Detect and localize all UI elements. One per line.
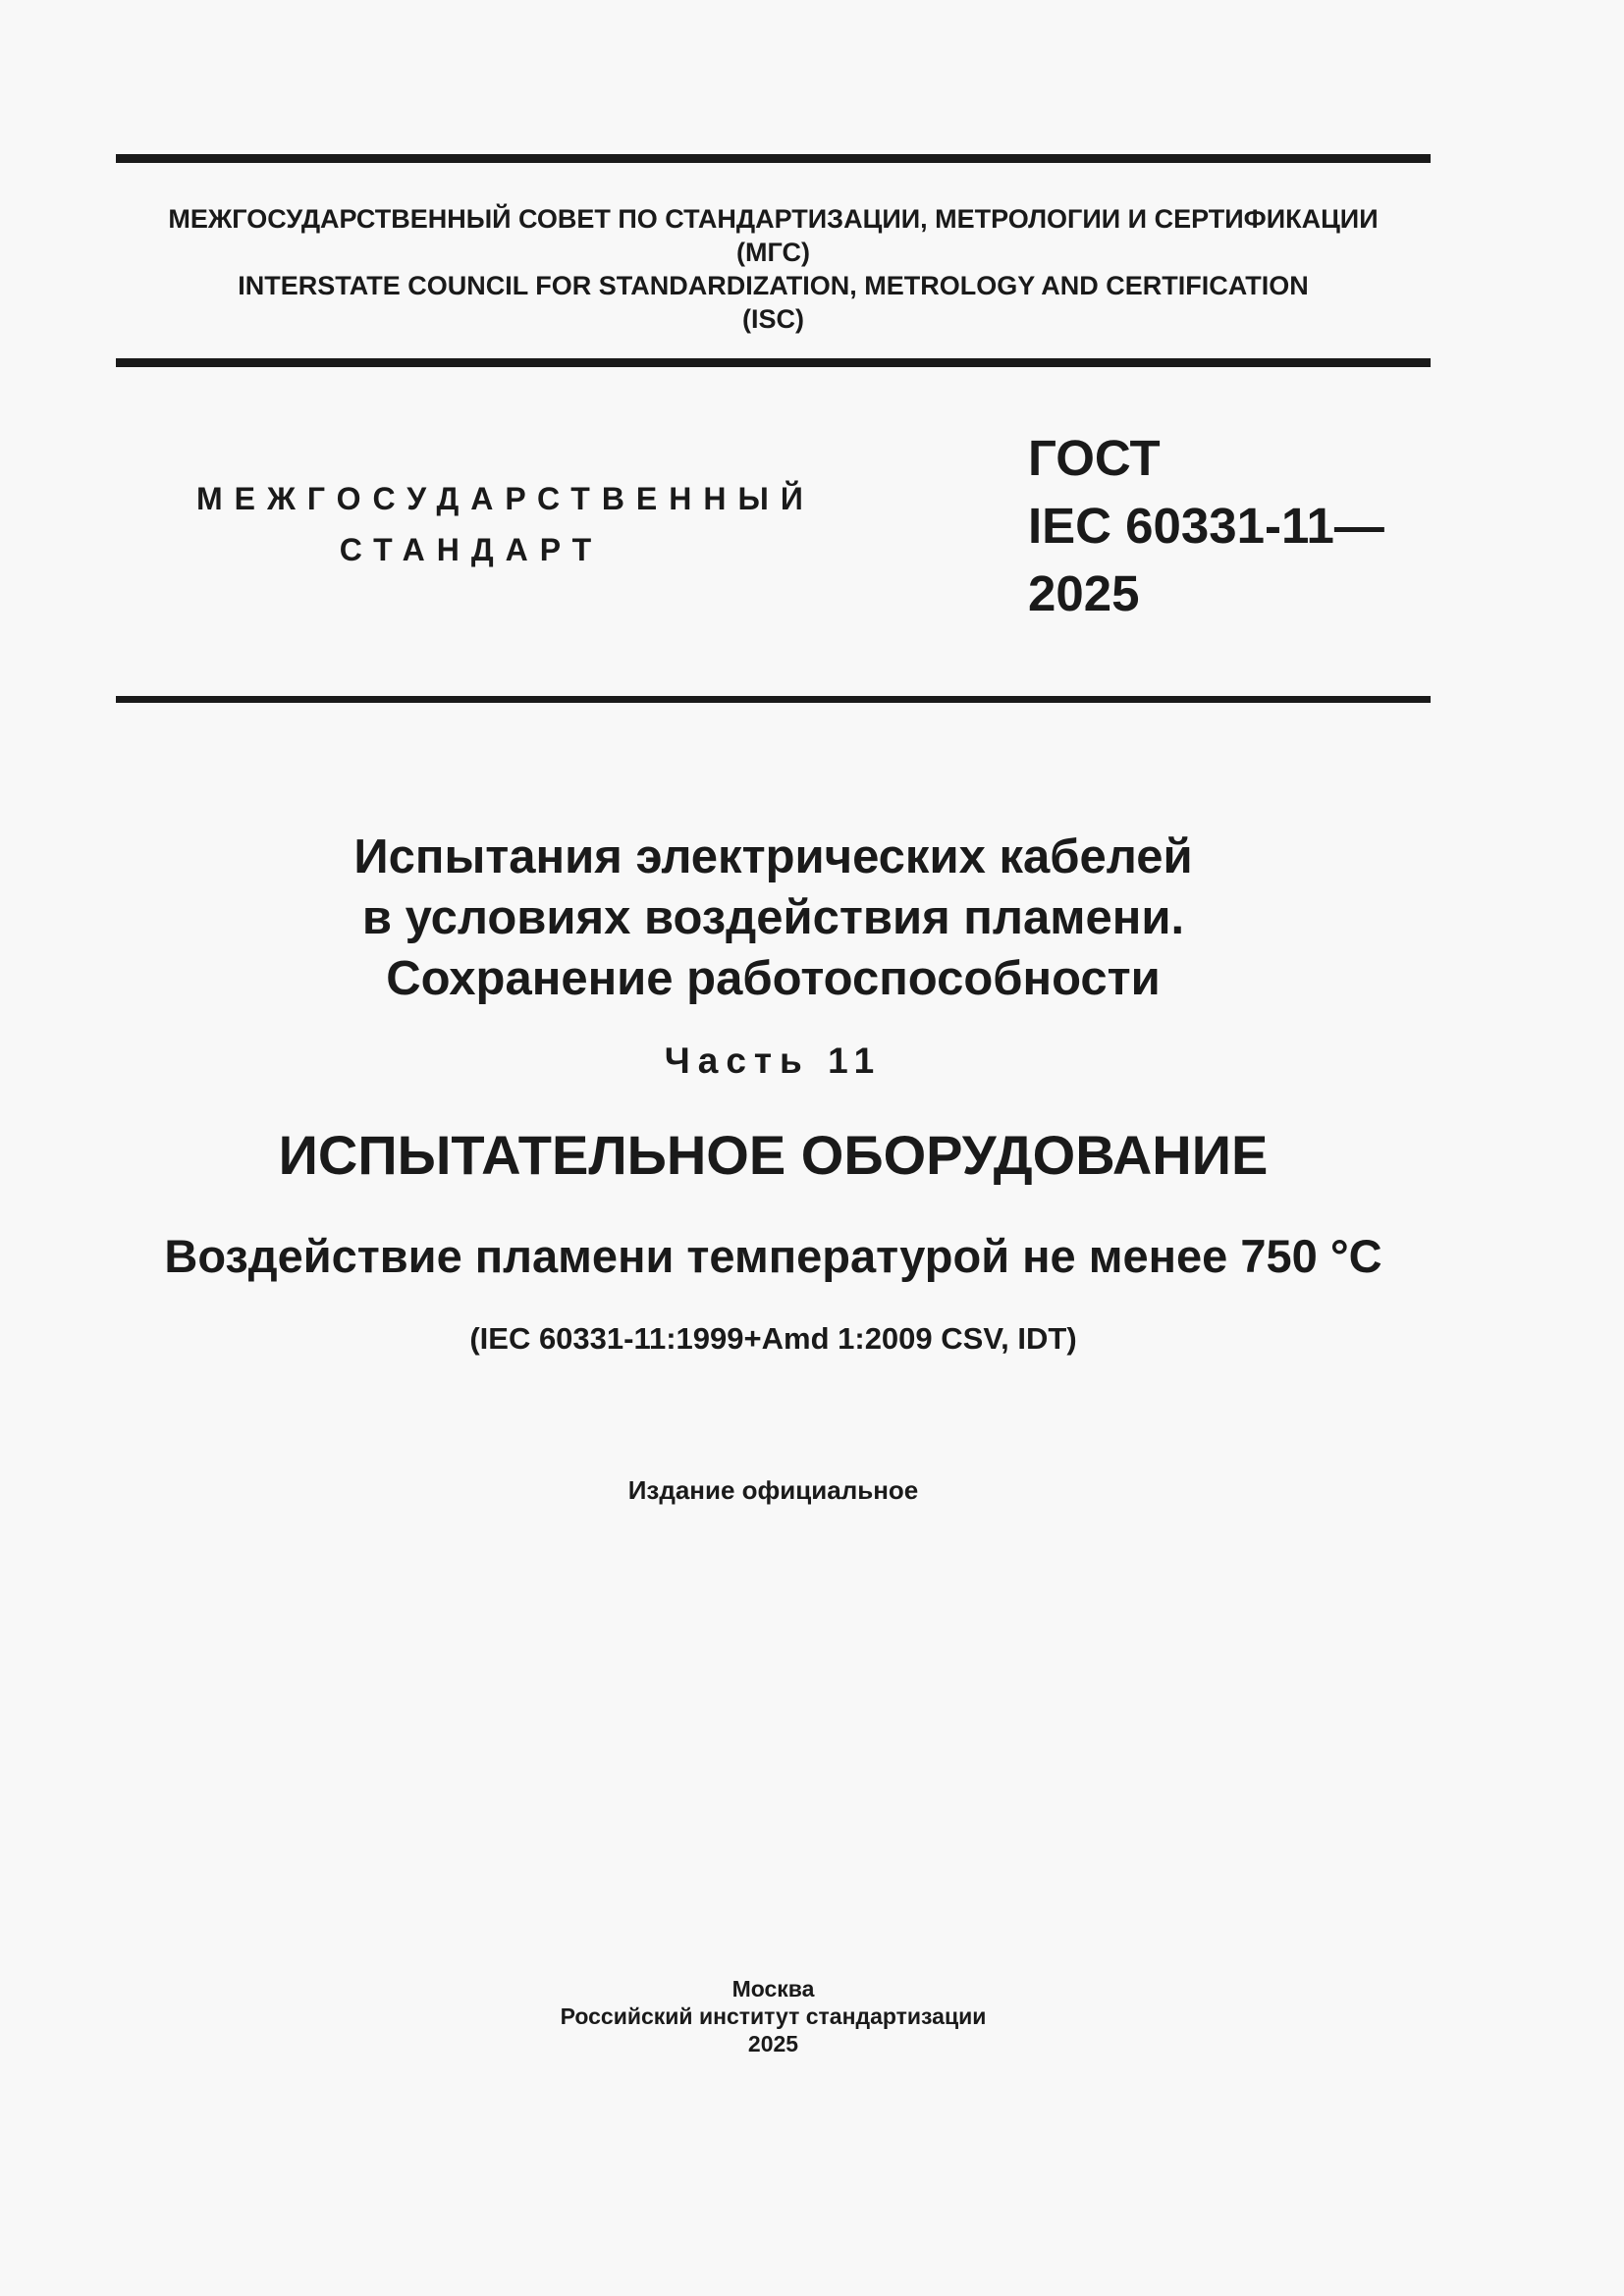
- designation-divider: [116, 696, 1431, 703]
- standard-number: IEC 60331-11—: [1028, 498, 1384, 554]
- council-name-en: INTERSTATE COUNCIL FOR STANDARDIZATION, METROLOGY AND CERTIFICATION: [238, 271, 1309, 300]
- part-number: Часть 11: [664, 1041, 883, 1081]
- part-subheading: Воздействие пламени температурой не менее 750 °С: [164, 1230, 1382, 1282]
- part-heading: ИСПЫТАТЕЛЬНОЕ ОБОРУДОВАНИЕ: [278, 1124, 1269, 1186]
- standard-type-label: [196, 473, 815, 575]
- top-rule: [116, 154, 1431, 163]
- footer-city: Москва: [731, 1976, 815, 2002]
- council-abbr-ru: (МГС): [736, 238, 810, 267]
- edition-label: Издание официальное: [627, 1475, 919, 1505]
- footer-year: 2025: [747, 2031, 799, 2056]
- title-line-1: Испытания электрических кабелей: [353, 830, 1193, 883]
- standard-type-line2: СТАНДАРТ: [339, 532, 604, 567]
- standard-year: 2025: [1028, 565, 1140, 621]
- standard-designation: [1028, 424, 1384, 627]
- title-line-2: в условиях воздействия пламени.: [361, 891, 1185, 944]
- council-name-ru: МЕЖГОСУДАРСТВЕННЫЙ СОВЕТ ПО СТАНДАРТИЗАЦИИ, МЕТРОЛОГИИ И СЕРТИФИКАЦИИ: [168, 204, 1379, 234]
- council-header: [116, 202, 1431, 336]
- document-title: [116, 827, 1431, 1009]
- footer-publisher: Российский институт стандартизации: [560, 2003, 987, 2029]
- gost-label: ГОСТ: [1028, 430, 1161, 486]
- council-abbr-en: (ISC): [742, 304, 804, 334]
- header-divider: [116, 358, 1431, 367]
- standard-type-line1: МЕЖГОСУДАРСТВЕННЫЙ: [196, 481, 815, 516]
- title-line-3: Сохранение работоспособности: [386, 952, 1161, 1005]
- iec-reference: (IEC 60331-11:1999+Amd 1:2009 CSV, IDT): [469, 1321, 1077, 1356]
- publisher-footer: [116, 1975, 1431, 2057]
